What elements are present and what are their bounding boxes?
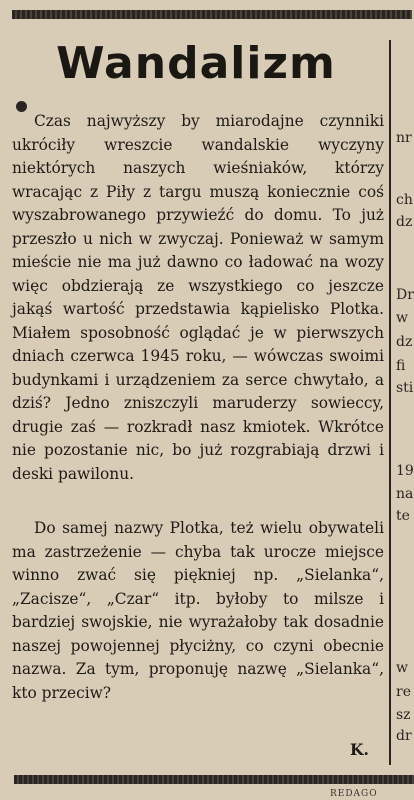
adjacent-column-fragment: fi: [396, 358, 406, 374]
footer-fragment: REDAGO: [330, 789, 378, 799]
article-paragraph-1: Czas najwyższy by miarodajne czynniki ukróciły wreszcie wandalskie wyczyny niektórych naszych wieśniaków, którzy wracając z Piły z targu muszą koniecznie coś wyszabrowanego przywieźć do domu. To już przeszło u nich w zwyczaj. Ponieważ w samym mieście nie ma już dawno co ładować na wozy więc obdzierają ze wszystkiego co jeszcze jakąś wartość przedstawia kąpielisko Plotka. Miałem sposobność oglądać je w pierwszych dniach czerwca 1945 roku, — wówczas swoimi budynkami i urządzeniem za serce chwytało, a dziś? Jedno zniszczyli maruderzy sowieccy, drugie zaś — rozkradł nasz kmiotek. Wkrótce nie pozostanie nic, bo już rozgrabiają drzwi i deski pawilonu.: [12, 112, 384, 483]
adjacent-column-fragment: sz: [396, 707, 411, 723]
adjacent-column-fragment: nr: [396, 130, 412, 146]
adjacent-column-fragment: 19: [396, 463, 414, 479]
bottom-rule: [14, 775, 414, 784]
adjacent-column-fragment: w: [396, 660, 408, 676]
adjacent-column-fragment: Dr: [396, 287, 414, 303]
author-signature: K.: [350, 740, 369, 759]
adjacent-column-fragment: ch: [396, 192, 413, 208]
article-title: Wandalizm: [56, 38, 336, 89]
adjacent-column-fragment: dz: [396, 214, 413, 230]
adjacent-column-fragment: dr: [396, 728, 412, 744]
adjacent-column-fragment: re: [396, 684, 411, 700]
article-paragraph-2: Do samej nazwy Plotka, też wielu obywateli ma zastrzeżenie — chyba tak urocze miejsce winno zwać się piękniej np. „Sielanka“, „Zacisze“, „Czar“ itp. byłoby to milsze i bardziej swojskie, nie wyrażałoby tak dosadnie naszej powojennej płyciżny, co czyni obecnie nazwa. Za tym, proponuję nazwę „Sielanka“, kto przeciw?: [12, 519, 384, 702]
top-rule: [12, 10, 412, 19]
adjacent-column-fragment: w: [396, 310, 408, 326]
adjacent-column-fragment: dz: [396, 334, 413, 350]
adjacent-column-fragment: na: [396, 486, 414, 502]
adjacent-column-fragment: sti: [396, 380, 414, 396]
column-divider: [389, 40, 391, 765]
adjacent-column-fragment: te: [396, 508, 410, 524]
